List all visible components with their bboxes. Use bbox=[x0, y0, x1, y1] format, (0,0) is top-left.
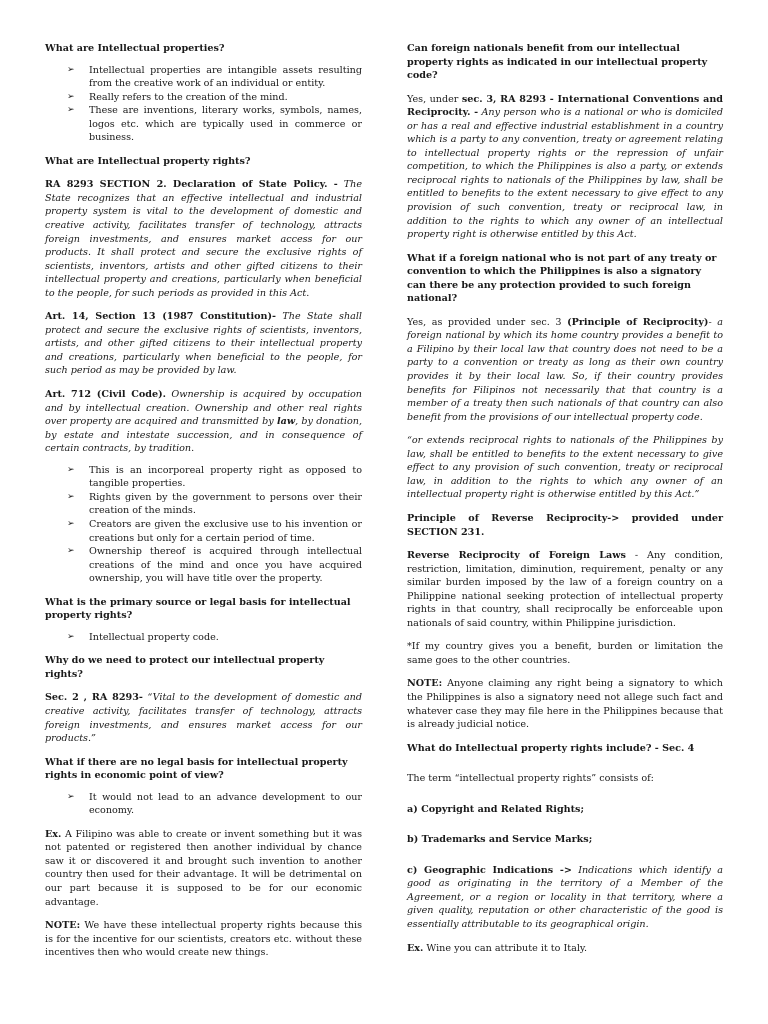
sec2-paragraph: Sec. 2 , RA 8293- “Vital to the development of domestic and creative activity, facilitates transfer of technology, attracts foreign investments, and ensures market access for our products.” bbox=[45, 692, 362, 745]
list-item: ➢ It would not lead to an advance development to our economy. bbox=[67, 791, 362, 817]
question-heading: Can foreign nationals benefit from our intellectual property rights as indicated in our intellectual property code? bbox=[407, 43, 708, 82]
bullet-list bbox=[45, 64, 362, 145]
example-paragraph: Ex. A Filipino was able to create or invent something but it was not patented or registered then another individual by chance saw it or discovered it and brought such invention to another country then used for their advantage. It will be detrimental on our part because it is supposed to be for our economic advantage. bbox=[45, 828, 362, 908]
list-item: ➢ This is an incorporeal property right as opposed to tangible properties. bbox=[67, 464, 362, 490]
note-paragraph: NOTE: Anyone claiming any right being a signatory to which the Philippines is also a signatory need not allege such fact and whatever case they may file here in the Philippines because that is already judicial notice. bbox=[407, 678, 723, 731]
reverse-reciprocity-heading: Principle of Reverse Reciprocity-> provided under SECTION 231. bbox=[407, 512, 723, 538]
question-heading: What if there are no legal basis for intellectual property rights in economic point of view? bbox=[45, 756, 348, 782]
arrow-bullet-icon: ➢ bbox=[67, 464, 75, 475]
question-heading: What do Intellectual property rights include? - Sec. 4 bbox=[407, 742, 695, 754]
item-trademarks: b) Trademarks and Service Marks; bbox=[407, 834, 593, 846]
list-item: ➢ Really refers to the creation of the mind. bbox=[67, 91, 288, 103]
term-intro: The term “intellectual property rights” consists of: bbox=[407, 773, 654, 785]
ra-8293-paragraph: RA 8293 SECTION 2. Declaration of State Policy. - The State recognizes that an effective intellectual and industrial property system is vital to the development of domestic and creative activity, facilitates transfer of technology, attracts foreign investments, and ensures market access for our products. It shall protect and secure the exclusive rights of scientists, inventors, artists and other gifted citizens to their intellectual property and creations, particularly when beneficial to the people, for such periods as provided in this Act. bbox=[45, 179, 362, 299]
constitution-paragraph: Art. 14, Section 13 (1987 Constitution)- The State shall protect and secure the exclusive rights of scientists, inventors, artists, and other gifted citizens to their intellectual property and creations, particularly when beneficial to the people, for such period as may be provided by law. bbox=[45, 311, 362, 377]
arrow-bullet-icon: ➢ bbox=[67, 518, 75, 529]
arrow-bullet-icon: ➢ bbox=[67, 791, 75, 802]
arrow-bullet-icon: ➢ bbox=[67, 91, 75, 102]
bullet-list bbox=[45, 791, 362, 818]
left-column bbox=[45, 42, 362, 970]
quoted-provision: “or extends reciprocal rights to nationals of the Philippines by law, shall be entitled to benefits to the extent necessary to give effect to any provision of such convention, treaty or reciprocal law, in addition to the rights to which any owner of an intellectual property right is otherwise entitled by this Act.” bbox=[407, 435, 723, 501]
list-item: ➢ Creators are given the exclusive use to his invention or creations but only for a certain period of time. bbox=[67, 518, 362, 544]
bullet-list bbox=[45, 464, 362, 586]
asterisk-note: *If my country gives you a benefit, burden or limitation the same goes to the other countries. bbox=[407, 641, 723, 666]
example-paragraph: Ex. Wine you can attribute it to Italy. bbox=[407, 942, 588, 954]
reciprocity-paragraph: Yes, as provided under sec. 3 (Principle of Reciprocity)- a foreign national by which its home country provides a benefit to a Filipino by their local law that country does not need to be a party to a convention or treaty as long as their own country provides it by their local law. So, if their country provides benefits for Filipinos not necessarily that that country is a member of a treaty then such nationals of that country can also benefit from the provisions of our intellectual property code. bbox=[407, 316, 724, 423]
right-column bbox=[407, 42, 723, 965]
question-heading: What are Intellectual properties? bbox=[45, 43, 225, 54]
item-geographic-indications: c) Geographic Indications -> Indications which identify a good as originating in the territory of a Member of the Agreement, or a region or locality in that territory, where a given quality, reputation or other characteristic of the good is essentially attributable to its geographical origin. bbox=[407, 864, 723, 930]
list-item: ➢ Intellectual property code. bbox=[67, 631, 219, 643]
note-paragraph: NOTE: We have these intellectual property rights because this is for the incentive for our scientists, creators etc. without these incentives then who would create new things. bbox=[45, 920, 362, 959]
arrow-bullet-icon: ➢ bbox=[67, 491, 75, 502]
arrow-bullet-icon: ➢ bbox=[67, 105, 75, 116]
question-heading: What are Intellectual property rights? bbox=[45, 155, 251, 167]
item-copyright: a) Copyright and Related Rights; bbox=[407, 803, 585, 815]
question-heading: Why do we need to protect our intellectual property rights? bbox=[45, 655, 325, 680]
civil-code-paragraph: Art. 712 (Civil Code). Ownership is acquired by occupation and by intellectual creation. Ownership and other real rights over property are acquired and transmitted by law, by donation, by estate and intestate succession, and in consequence of certain contracts, by tradition. bbox=[45, 389, 362, 455]
bullet-list bbox=[45, 631, 362, 645]
list-item: ➢ Intellectual properties are intangible assets resulting from the creative work of an individual or entity. bbox=[67, 64, 362, 90]
question-heading: What is the primary source or legal basis for intellectual property rights? bbox=[45, 596, 351, 622]
list-item: ➢ Rights given by the government to persons over their creation of the minds. bbox=[67, 491, 362, 517]
arrow-bullet-icon: ➢ bbox=[67, 631, 75, 642]
list-item: ➢ Ownership thereof is acquired through intellectual creations of the mind and once you have acquired ownership, you will have title over the property. bbox=[67, 546, 362, 585]
arrow-bullet-icon: ➢ bbox=[67, 64, 75, 75]
list-item: ➢ These are inventions, literary works, symbols, names, logos etc. which are typically used in commerce or business. bbox=[67, 105, 362, 144]
arrow-bullet-icon: ➢ bbox=[67, 546, 75, 557]
sec3-paragraph: Yes, under sec. 3, RA 8293 - International Conventions and Reciprocity. - Any person who is a national or who is domiciled or has a real and effective industrial establishment in a country which is a party to any convention, treaty or agreement relating to intellectual property rights or the repression of unfair competition, to which the Philippines is also a party, or extends reciprocal rights to nationals of the Philippines by law, shall be entitled to benefits to the extent necessary to give effect to any provision of such convention, treaty or reciprocal law, in addition to the rights to which any owner of an intellectual property right is otherwise entitled by this Act. bbox=[407, 93, 724, 241]
question-heading: What if a foreign national who is not part of any treaty or convention to which the Philippines is also a signatory can there be any protection provided to such foreign national? bbox=[407, 252, 717, 305]
reverse-reciprocity-paragraph: Reverse Reciprocity of Foreign Laws - Any condition, restriction, limitation, diminution, requirement, penalty or any similar burden imposed by the law of a foreign country on a Philippine national seeking protection of intellectual property rights in that country, shall reciprocally be enforceable upon nationals of said country, within Philippine jurisdiction. bbox=[407, 550, 723, 629]
